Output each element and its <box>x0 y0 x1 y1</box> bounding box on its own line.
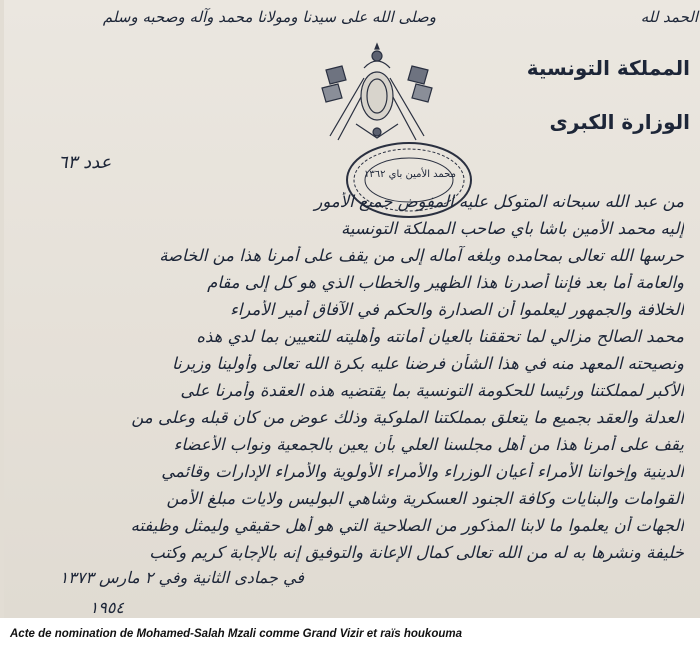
body-line: القوامات والبنايات وكافة الجنود العسكرية وشاهي البوليس ولايات مبلغ الأمن <box>166 489 684 508</box>
letterhead-ministry: الوزارة الكبرى <box>549 110 690 134</box>
body-line: ونصيحته المعهد منه في هذا الشأن فرضنا عليه بكرة الله تعالى وأولينا وزيرنا <box>171 354 684 373</box>
body-line: إليه محمد الأمين باشا باي صاحب المملكة التونسية <box>340 219 684 238</box>
top-invocation: وصلى الله على سيدنا ومولانا محمد وآله وصحبه وسلم <box>102 8 436 26</box>
body-line: والعامة أما بعد فإننا أصدرنا هذا الظهير والخطاب الذي هو كل إلى مقام <box>207 273 684 292</box>
body-line: الدينية وإخواننا الأمراء أعيان الوزراء والأمراء الأولوية والأمراء الإدارات وقائمي <box>161 462 684 481</box>
date-line: في جمادى الثانية وفي ٢ مارس ١٣٧٣ <box>59 568 304 587</box>
reference-number: عدد ٦٣ <box>58 152 112 173</box>
body-line: خليفة ونشرها به له من الله تعالى كمال الإعانة والتوفيق إنه بالإجابة كريم وكتب <box>149 543 684 562</box>
year-line: ١٩٥٤ <box>89 598 124 617</box>
top-right-heading: الحمد لله <box>640 8 698 26</box>
paper-sheet <box>4 0 700 618</box>
seal-text: محمد الأمين باي ١٣٦٢ <box>364 169 456 180</box>
letterhead-kingdom: المملكة التونسية <box>526 56 690 80</box>
body-line: محمد الصالح مزالي لما تحققنا بالعيان أمانته وأهليته للتعيين بما لدي هذه <box>196 327 684 346</box>
photo-caption: Acte de nomination de Mohamed-Salah Mzali comme Grand Vizir et raïs houkouma <box>10 628 462 640</box>
body-line: حرسها الله تعالى بمحامده وبلغه آماله إلى من يقف على أمرنا هذا من الخاصة <box>159 246 684 265</box>
coat-of-arms-icon <box>316 40 438 144</box>
body-line: الجهات أن يعلموا ما لابنا المذكور من الصلاحية التي هو أهل حقيقي وليمثل وظيفته <box>130 516 684 535</box>
body-line: الخلافة والجمهور ليعلموا أن الصدارة والحكم في الآفاق أمير الأمراء <box>230 300 684 319</box>
body-line: الأكبر لمملكتنا ورئيسا للحكومة التونسية بما يقتضيه هذه العقدة وأمرنا على <box>180 381 684 400</box>
body-line: العدلة والعقد بجميع ما يتعلق بمملكتنا الملوكية وذلك عوض من كان قبله وعلى من <box>131 408 684 427</box>
body-line: يقف على أمرنا هذا من أهل مجلسنا العلي بأن يعين بالجمعية ونواب الأعضاء <box>173 435 684 454</box>
body-line: من عبد الله سبحانه المتوكل عليه المفوض جميع الأمور <box>314 192 684 211</box>
